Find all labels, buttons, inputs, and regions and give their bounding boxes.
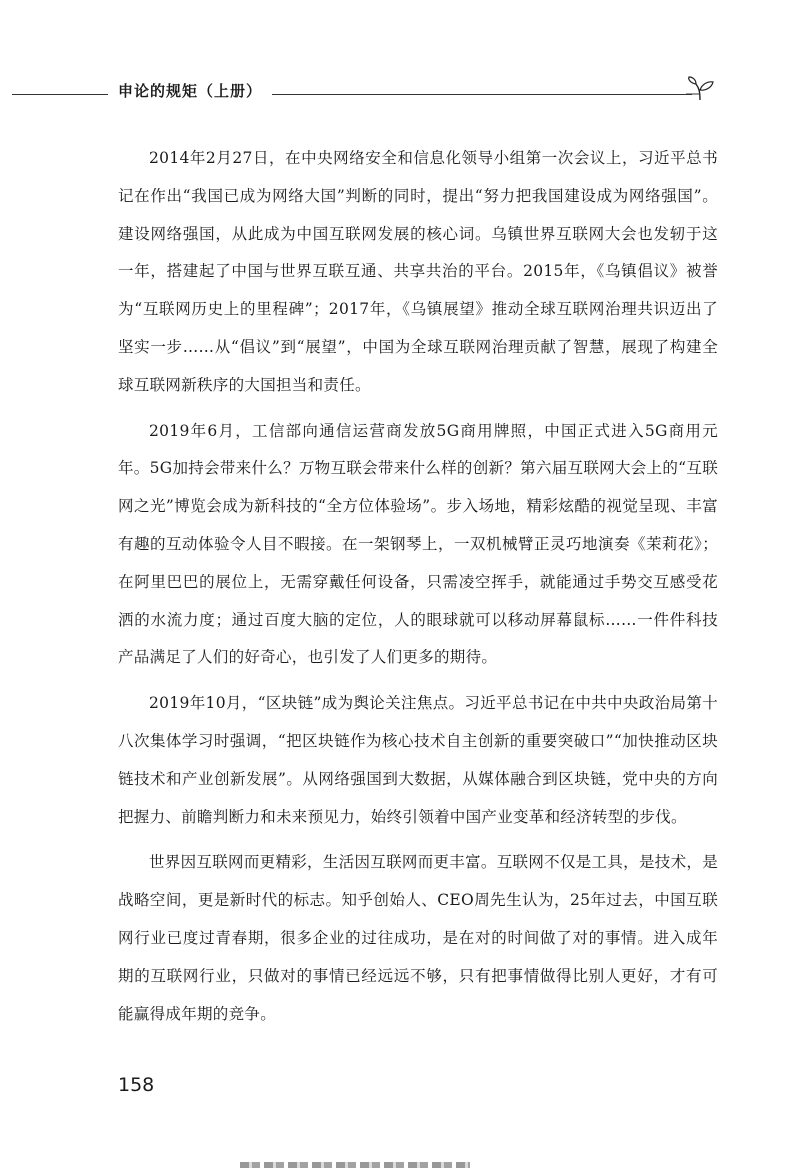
header-rule-left xyxy=(12,94,108,95)
paragraph-4: 世界因互联网而更精彩，生活因互联网而更丰富。互联网不仅是工具，是技术，是战略空间，更是新时代的标志。知乎创始人、CEO周先生认为，25年过去，中国互联网行业已度过青春期，很多企业的过往成功，是在对的时间做了对的事情。进入成年期的互联网行业，只做对的事情已经远远不够，只有把事情做得比别人更好，才有可能赢得成年期的竞争。 xyxy=(118,853,718,1023)
running-header xyxy=(0,76,800,106)
footer-scan-artifact xyxy=(240,1158,470,1169)
sprout-icon xyxy=(686,76,716,102)
page-number: 158 xyxy=(118,1074,155,1096)
paragraph-1: 2014年2月27日，在中央网络安全和信息化领导小组第一次会议上，习近平总书记在作出“我国已成为网络大国”判断的同时，提出“努力把我国建设成为网络强国”。建设网络强国，从此成为中国互联网发展的核心词。乌镇世界互联网大会也发轫于这一年，搭建起了中国与世界互联互通、共享共治的平台。2015年，《乌镇倡议》被誉为“互联网历史上的里程碑”；2017年，《乌镇展望》推动全球互联网治理共识迈出了坚实一步……从“倡议”到“展望”，中国为全球互联网治理贡献了智慧，展现了构建全球互联网新秩序的大国担当和责任。 xyxy=(118,149,718,394)
body-text xyxy=(118,140,718,1041)
header-rule-right xyxy=(272,94,692,95)
paragraph-2: 2019年6月，工信部向通信运营商发放5G商用牌照，中国正式进入5G商用元年。5G加持会带来什么？万物互联会带来什么样的创新？第六届互联网大会上的“互联网之光”博览会成为新科技的“全方位体验场”。步入场地，精彩炫酷的视觉呈现、丰富有趣的互动体验令人目不暇接。在一架钢琴上，一双机械臂正灵巧地演奏《茉莉花》；在阿里巴巴的展位上，无需穿戴任何设备，只需凌空挥手，就能通过手势交互感受花洒的水流力度；通过百度大脑的定位，人的眼球就可以移动屏幕鼠标……一件件科技产品满足了人们的好奇心，也引发了人们更多的期待。 xyxy=(118,421,718,667)
paragraph-3: 2019年10月，“区块链”成为舆论关注焦点。习近平总书记在中共中央政治局第十八次集体学习时强调，“把区块链作为核心技术自主创新的重要突破口”“加快推动区块链技术和产业创新发展”。从网络强国到大数据，从媒体融合到区块链，党中央的方向把握力、前瞻判断力和未来预见力，始终引领着中国产业变革和经济转型的步伐。 xyxy=(118,694,718,826)
header-title: 申论的规矩（上册） xyxy=(118,82,263,100)
